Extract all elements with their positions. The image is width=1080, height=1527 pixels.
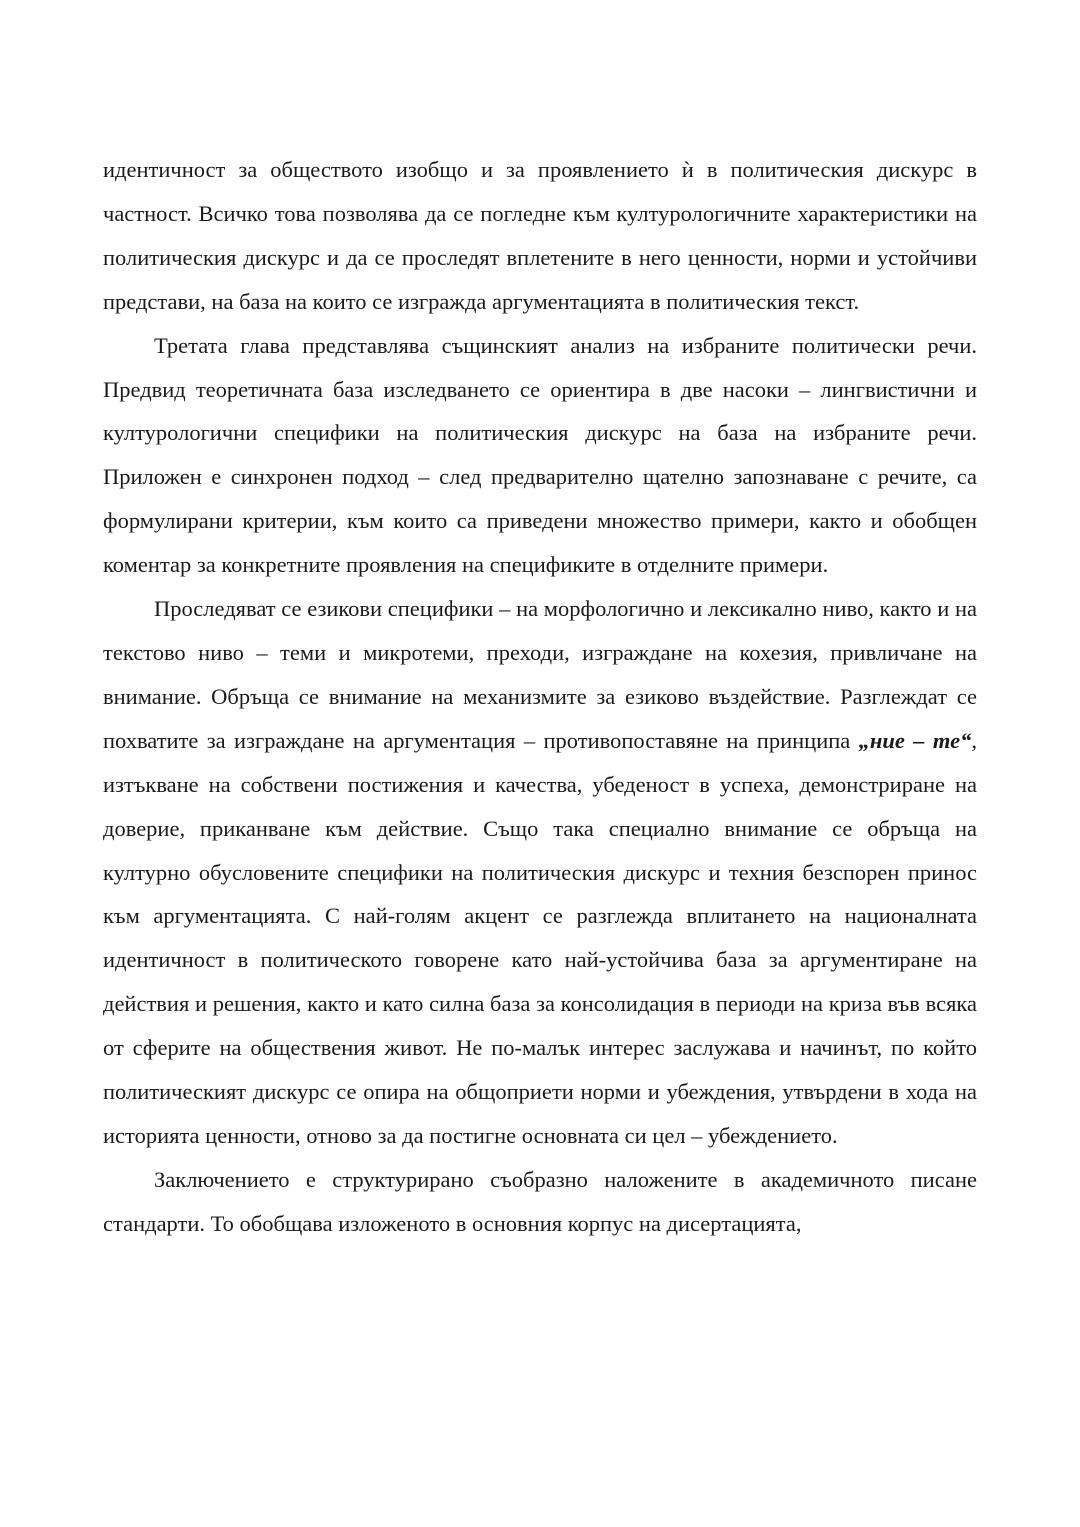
paragraph-3 (103, 587, 977, 1158)
body-text (103, 148, 977, 1246)
paragraph-3-text-start: Проследяват се езикови специфики – на морфологично и лексикално ниво, както и на текстово ниво – теми и микротеми, преходи, изграждане на кохезия, привличане на внимание. Обръща се внимание на механизмите за езиково въздействие. Разглеждат се похватите за изграждане на аргументация – противопоставяне на принципа (103, 596, 977, 753)
paragraph-1: идентичност за обществото изобщо и за проявлението ѝ в политическия дискурс в частност. Всичко това позволява да се погледне към културологичните характеристики на политическия дискурс и да се проследят вплетените в него ценности, норми и устойчиви представи, на база на които се изгражда аргументацията в политическия текст. (103, 157, 977, 314)
paragraph-4: Заключението е структурирано съобразно наложените в академичното писане стандарти. То обобщава изложеното в основния корпус на дисертацията, (103, 1166, 977, 1236)
emphasized-phrase: „ние – те“ (858, 727, 972, 753)
paragraph-3-text-end: , изтъкване на собствени постижения и качества, убеденост в успеха, демонстриране на доверие, приканване към действие. Също така специално внимание се обръща на културно обусловените специфики на политическия дискурс и техния безспорен принос към аргументацията. С най-голям акцент се разглежда вплитането на националната идентичност в политическото говорене като най-устойчива база за аргументиране на действия и решения, както и като силна база за консолидация в периоди на криза във всяка от сферите на обществения живот. Не по-малък интерес заслужава и начинът, по който политическият дискурс се опира на общоприети норми и убеждения, утвърдени в хода на историята ценности, отново за да постигне основната си цел – убеждението. (103, 727, 977, 1148)
paragraph-2: Третата глава представлява същинският анализ на избраните политически речи. Предвид теоретичната база изследването се ориентира в две насоки – лингвистични и културологични специфики на политическия дискурс на база на избраните речи. Приложен е синхронен подход – след предварително щателно запознаване с речите, са формулирани критерии, към които са приведени множество примери, както и обобщен коментар за конкретните проявления на спецификите в отделните примери. (103, 332, 977, 578)
